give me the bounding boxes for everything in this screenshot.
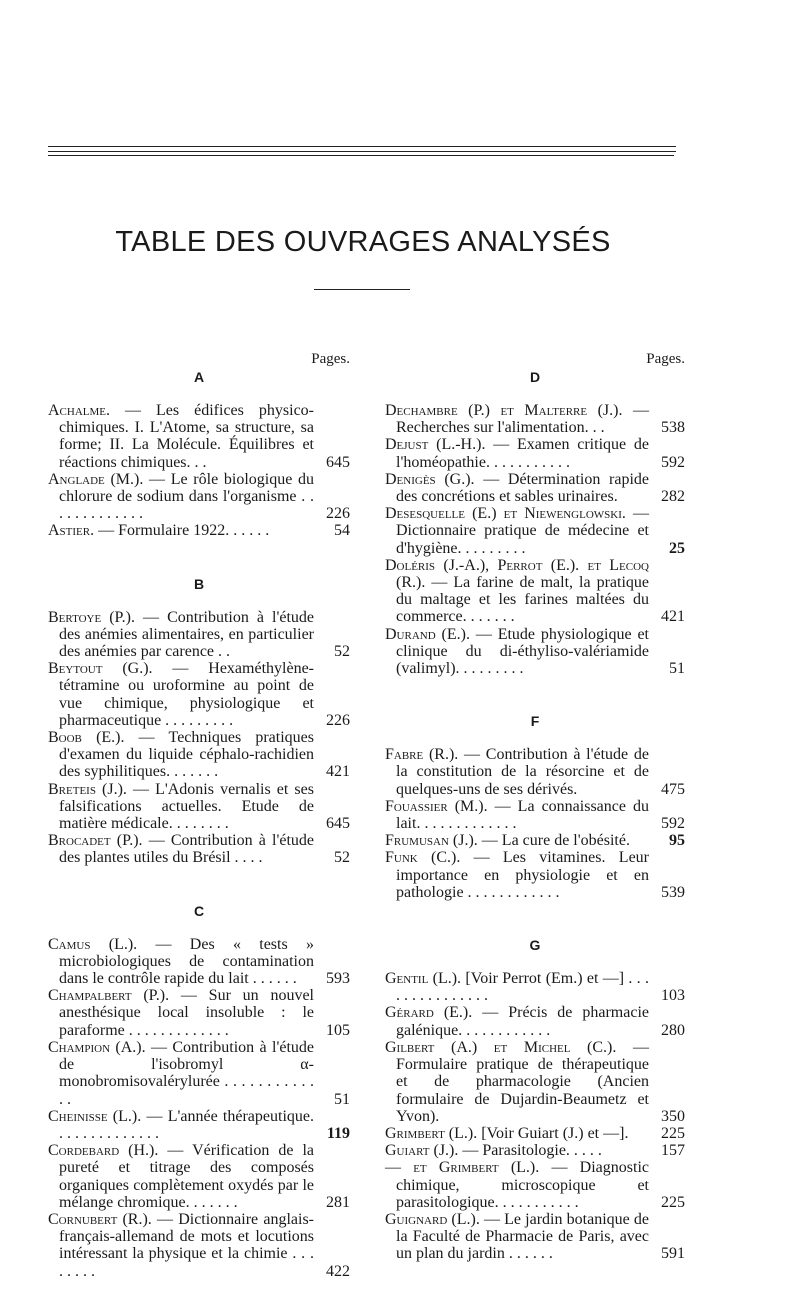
entry-list bbox=[48, 609, 350, 867]
entry-title: — La cure de l'obésité. bbox=[477, 832, 630, 850]
top-rule bbox=[48, 146, 676, 147]
entry-page-number: 421 bbox=[326, 763, 350, 781]
entry-author: Cheinisse (L.). bbox=[48, 1107, 142, 1125]
entry-title: — Des « tests » microbiologiques de contamination dans le contrôle rapide du lait . . . . . . bbox=[59, 935, 314, 988]
index-section bbox=[48, 903, 350, 1280]
index-entry bbox=[385, 1159, 685, 1211]
entry-title: — Diagnostic chimique, microscopique et parasitologique. . . . . . . . . . . bbox=[396, 1159, 649, 1211]
entry-title: — Détermination rapide des concrétions et sables urinaires. bbox=[396, 470, 650, 506]
entry-author: Cornubert (R.). bbox=[48, 1210, 152, 1228]
entry-title: — Techniques pratiques d'examen du liquide céphalo-rachidien des syphilitiques. . . . . . . bbox=[59, 729, 314, 781]
entry-page-number: 281 bbox=[326, 1193, 350, 1211]
entry-title: [Voir Perrot (Em.) et —] . . . . . . . . . . . . . . . bbox=[396, 970, 649, 1005]
entry-page-number: 593 bbox=[326, 970, 350, 988]
entry-title: — Contribution à l'étude de la constitution de la résorcine et de quelques-uns de ses dérivés. bbox=[396, 746, 649, 798]
index-entry bbox=[385, 436, 685, 470]
entry-author: Gérard (E.). bbox=[385, 1004, 473, 1022]
entry-page-number: 591 bbox=[661, 1245, 685, 1263]
entry-page-number: 645 bbox=[326, 453, 350, 471]
section-letter: B bbox=[193, 575, 205, 592]
index-entry bbox=[48, 522, 350, 539]
index-entry bbox=[385, 402, 685, 436]
index-section bbox=[385, 369, 685, 677]
entry-author: Brocadet (P.). bbox=[48, 832, 143, 850]
index-entry bbox=[385, 970, 685, 1004]
entry-author: Anglade (M.). bbox=[48, 470, 144, 488]
entry-author: Frumusan (J.). bbox=[385, 832, 478, 850]
pages-header: Pages. bbox=[646, 351, 685, 367]
entry-page-number: 592 bbox=[661, 815, 685, 833]
index-entry bbox=[385, 471, 685, 505]
entry-title: — Les vitamines. Leur importance en physiologie et en pathologie . . . . . . . . . . . . bbox=[396, 849, 649, 901]
entry-title: — Sur un nouvel anesthésique local insoluble : le paraforme . . . . . . . . . . . . . bbox=[59, 987, 314, 1039]
entry-title: — Contribution à l'étude de l'isobromyl α-monobromisovalérylurée . . . . . . . . . . . . . bbox=[59, 1038, 314, 1108]
index-section bbox=[385, 713, 685, 901]
index-entry bbox=[385, 832, 685, 849]
entry-author: Champion (A.). bbox=[48, 1038, 146, 1056]
entry-page-number: 119 bbox=[326, 1124, 350, 1142]
entry-title: [Voir Guiart (J.) et —]. bbox=[477, 1124, 629, 1142]
entry-page-number: 51 bbox=[334, 1090, 350, 1108]
section-letter: A bbox=[193, 369, 205, 385]
entry-page-number: 350 bbox=[661, 1107, 685, 1125]
entry-author: Achalme. bbox=[48, 402, 110, 419]
section-letter: G bbox=[529, 937, 541, 954]
entry-author: Grimbert (L.). bbox=[385, 1124, 478, 1142]
entry-author: Dejust (L.-H.). bbox=[385, 436, 486, 454]
index-entry bbox=[385, 1125, 685, 1142]
index-entry bbox=[48, 660, 350, 729]
entry-title: — La farine de malt, la pratique du maltage et les farines maltées du commerce. . . . . . . bbox=[396, 574, 649, 626]
top-rule bbox=[48, 151, 676, 152]
entry-title: — Etude physiologique et clinique du di-éthyliso-valériamide (valimyl). . . . . . . . . bbox=[396, 625, 649, 678]
entry-author: — et Grimbert (L.). bbox=[385, 1159, 540, 1177]
index-entry bbox=[48, 987, 350, 1039]
entry-title: — Vérification de la pureté et titrage des composés organiques complètement oxydés par le mélange chromique. . . . . . . bbox=[59, 1142, 315, 1211]
index-entry bbox=[48, 781, 350, 833]
entry-list bbox=[48, 402, 350, 540]
entry-page-number: 282 bbox=[661, 488, 685, 506]
entry-page-number: 105 bbox=[326, 1021, 350, 1039]
entry-author: Denigès (G.). bbox=[385, 470, 475, 488]
entry-page-number: 421 bbox=[661, 608, 685, 626]
entry-author: Desesquelle (E.) et Niewenglowski. bbox=[385, 505, 626, 523]
entry-title: — Précis de pharmacie galénique. . . . . . . . . . . . bbox=[396, 1004, 650, 1039]
entry-page-number: 52 bbox=[334, 849, 350, 867]
index-entry bbox=[48, 1039, 350, 1108]
entry-author: Astier. bbox=[48, 522, 95, 540]
entry-list bbox=[385, 970, 685, 1262]
entry-page-number: 25 bbox=[669, 539, 685, 557]
entry-page-number: 95 bbox=[669, 832, 685, 850]
index-entry bbox=[48, 1108, 350, 1142]
section-letter: F bbox=[530, 713, 540, 730]
entry-title: — Contribution à l'étude des anémies alimentaires, en particulier des anémies par carence . . bbox=[59, 608, 314, 661]
entry-list bbox=[385, 746, 685, 901]
index-entry bbox=[385, 1039, 685, 1125]
entry-author: Funk (C.). bbox=[385, 849, 461, 867]
entry-page-number: 539 bbox=[661, 883, 685, 901]
entry-page-number: 475 bbox=[661, 780, 685, 798]
entry-author: Gentil (L.). bbox=[385, 970, 462, 988]
entry-title: — Hexaméthylène-tétramine ou uroformine au point de vue chimique, physiologique et pharmaceutique . . . . . . . . . bbox=[59, 660, 314, 729]
top-rule bbox=[48, 155, 674, 156]
entry-author: Guignard (L.). bbox=[385, 1210, 480, 1228]
entry-author: Boob (E.). bbox=[48, 729, 125, 747]
entry-author: Gilbert (A.) et Michel (C.). bbox=[385, 1038, 617, 1056]
entry-title: — Les édifices physico-chimiques. I. L'Atome, sa structure, sa forme; II. La Molécule. Équilibres et réactions chimiques. . . bbox=[59, 402, 314, 471]
page-title: TABLE DES OUVRAGES ANALYSÉS bbox=[115, 226, 611, 258]
index-entry bbox=[385, 798, 685, 832]
entry-page-number: 157 bbox=[661, 1142, 685, 1160]
section-letter: C bbox=[193, 902, 205, 919]
index-entry bbox=[48, 471, 350, 523]
index-entry bbox=[385, 746, 685, 798]
entry-page-number: 226 bbox=[326, 505, 350, 523]
index-entry bbox=[385, 505, 685, 557]
index-entry bbox=[385, 626, 685, 678]
entry-list bbox=[48, 936, 350, 1280]
entry-page-number: 538 bbox=[661, 419, 685, 437]
entry-page-number: 645 bbox=[326, 815, 350, 833]
entry-page-number: 592 bbox=[661, 453, 685, 471]
entry-author: Champalbert (P.). bbox=[48, 987, 170, 1005]
entry-title: — L'année thérapeutique. . . . . . . . . . . . . . bbox=[59, 1107, 314, 1142]
entry-author: Fabre (R.). bbox=[385, 746, 459, 764]
entry-title: — Formulaire pratique de thérapeutique et de pharmacologie (Ancien formulaire de Dujardin-Beaumetz et Yvon). bbox=[396, 1038, 649, 1125]
entry-page-number: 103 bbox=[661, 987, 685, 1005]
entry-page-number: 54 bbox=[334, 522, 350, 540]
entry-title: — L'Adonis vernalis et ses falsifications actuelles. Etude de matière médicale. . . . . . . . bbox=[59, 780, 314, 833]
entry-author: Bertoye (P.). bbox=[48, 608, 136, 626]
entry-author: Beytout (G.). bbox=[48, 660, 153, 678]
left-column bbox=[48, 352, 350, 1280]
entry-title: — Contribution à l'étude des plantes utiles du Brésil . . . . bbox=[59, 832, 314, 867]
entry-title: — Examen critique de l'homéopathie. . . . . . . . . . . bbox=[396, 436, 650, 471]
index-section bbox=[48, 576, 350, 867]
entry-list bbox=[385, 402, 685, 677]
entry-author: Durand (E.). bbox=[385, 625, 470, 643]
entry-page-number: 51 bbox=[669, 660, 685, 678]
entry-title: — Recherches sur l'alimentation. . . bbox=[396, 402, 649, 437]
entry-title: — Dictionnaire anglais-français-allemand de mots et locutions intéressant la physique et la chimie . . . . . . . . bbox=[59, 1210, 314, 1280]
entry-title: — Le rôle biologique du chlorure de sodium dans l'organisme . . . . . . . . . . . . . bbox=[59, 470, 315, 523]
entry-author: Fouassier (M.). bbox=[385, 797, 488, 815]
index-entry bbox=[48, 1142, 350, 1211]
index-entry bbox=[385, 1211, 685, 1263]
entry-page-number: 225 bbox=[661, 1124, 685, 1142]
index-entry bbox=[385, 849, 685, 901]
entry-author: Camus (L.). bbox=[48, 935, 138, 953]
index-entry bbox=[48, 609, 350, 661]
entry-title: — Formulaire 1922. . . . . . bbox=[94, 522, 270, 540]
entry-title: — Dictionnaire pratique de médecine et d'hygiène. . . . . . . . . bbox=[396, 505, 649, 557]
entry-author: Breteis (J.). bbox=[48, 780, 127, 798]
index-section bbox=[385, 937, 685, 1262]
index-entry bbox=[48, 936, 350, 988]
entry-title: — Le jardin botanique de la Faculté de Pharmacie de Paris, avec un plan du jardin . . . . . . bbox=[396, 1210, 649, 1263]
entry-author: Doléris (J.-A.), Perrot (E.). et Lecoq (R.). bbox=[385, 556, 649, 592]
entry-author: Cordebard (H.). bbox=[48, 1142, 159, 1160]
right-column bbox=[385, 352, 685, 1263]
entry-title: — Parasitologie. . . . . bbox=[458, 1142, 602, 1160]
entry-author: Dechambre (P.) et Malterre (J.). bbox=[385, 402, 623, 419]
index-entry bbox=[385, 1142, 685, 1159]
section-letter: D bbox=[529, 369, 541, 385]
entry-title: — La connaissance du lait. . . . . . . . . . . . . bbox=[396, 797, 650, 833]
entry-page-number: 280 bbox=[661, 1021, 685, 1039]
entry-author: Guiart (J.). bbox=[385, 1142, 459, 1160]
title-rule bbox=[314, 289, 410, 290]
index-entry bbox=[48, 832, 350, 866]
index-entry bbox=[385, 557, 685, 626]
index-section bbox=[48, 369, 350, 540]
entry-page-number: 226 bbox=[326, 711, 350, 729]
index-entry bbox=[48, 1211, 350, 1280]
entry-page-number: 422 bbox=[326, 1262, 350, 1280]
index-entry bbox=[48, 402, 350, 471]
entry-page-number: 52 bbox=[334, 643, 350, 661]
entry-page-number: 225 bbox=[661, 1193, 685, 1211]
index-entry bbox=[48, 729, 350, 781]
pages-header: Pages. bbox=[311, 351, 350, 367]
index-entry bbox=[385, 1004, 685, 1038]
